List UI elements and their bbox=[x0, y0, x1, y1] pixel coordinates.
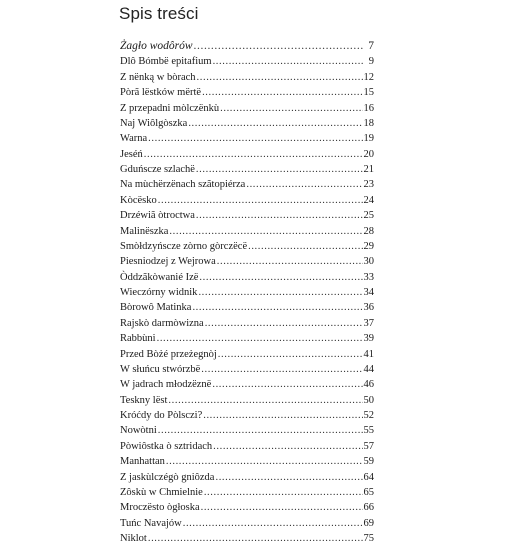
dot-leader bbox=[158, 423, 363, 438]
toc-entry bbox=[120, 177, 374, 192]
toc-entry-title: Z jaskùlczégò gniôzda bbox=[120, 471, 215, 483]
dot-leader bbox=[192, 300, 362, 315]
dot-leader bbox=[220, 101, 362, 116]
toc-entry bbox=[120, 500, 374, 515]
toc-entry-page: 57 bbox=[363, 440, 374, 452]
toc-entry-title: Teskny lëst bbox=[120, 394, 168, 406]
page-title: Spis treści bbox=[119, 4, 199, 23]
toc-entry bbox=[120, 208, 374, 223]
dot-leader bbox=[166, 454, 363, 469]
toc-entry-page: 15 bbox=[363, 87, 374, 99]
toc-entry bbox=[120, 423, 374, 438]
toc-entry bbox=[120, 239, 374, 254]
toc-entry-page: 12 bbox=[363, 71, 374, 83]
toc-entry bbox=[120, 408, 374, 423]
dot-leader bbox=[169, 224, 362, 239]
toc-entry-page: 65 bbox=[363, 486, 374, 498]
toc-entry-page: 21 bbox=[363, 164, 374, 175]
toc-entry-title: Zôskù w Chmielnie bbox=[120, 486, 203, 498]
toc-entry bbox=[120, 393, 374, 408]
dot-leader bbox=[148, 531, 363, 546]
dot-leader bbox=[213, 54, 363, 69]
toc-entry-page: 33 bbox=[363, 271, 374, 283]
table-of-contents bbox=[120, 39, 374, 546]
toc-entry bbox=[120, 162, 374, 177]
toc-entry bbox=[120, 316, 374, 331]
toc-entry-page: 46 bbox=[363, 379, 374, 391]
toc-entry-title: Mroczësto ògłoska bbox=[120, 502, 200, 514]
toc-entry bbox=[120, 131, 374, 146]
toc-entry-title: Piesniodzej z Wejrowa bbox=[120, 256, 216, 268]
toc-entry-title: Tuńc Navajów bbox=[120, 517, 182, 529]
toc-entry-title: Pòwiôstka ò sztridach bbox=[120, 440, 213, 452]
dot-leader bbox=[196, 208, 363, 223]
toc-entry bbox=[120, 454, 374, 469]
toc-entry bbox=[120, 347, 374, 362]
dot-leader bbox=[212, 377, 362, 392]
dot-leader bbox=[188, 116, 362, 131]
toc-entry bbox=[120, 470, 374, 485]
dot-leader bbox=[201, 362, 362, 377]
toc-entry-page: 29 bbox=[363, 240, 374, 252]
toc-entry-title: Smòłdzyńscze zòrno gòrczëcë bbox=[120, 240, 248, 252]
toc-entry-page: 66 bbox=[363, 502, 374, 514]
toc-entry-title: Niklot bbox=[120, 533, 147, 544]
toc-entry-page: 59 bbox=[363, 456, 374, 468]
toc-entry bbox=[120, 531, 374, 546]
toc-entry-title: Malinëszka bbox=[120, 225, 169, 237]
dot-leader bbox=[144, 147, 363, 162]
toc-entry-page: 75 bbox=[363, 533, 374, 544]
toc-entry-page: 37 bbox=[363, 317, 374, 329]
dot-leader bbox=[148, 131, 362, 146]
toc-entry bbox=[120, 224, 374, 239]
toc-entry bbox=[120, 254, 374, 269]
toc-entry-page: 39 bbox=[363, 333, 374, 345]
toc-entry-title: Drzéwiã òtroctwa bbox=[120, 210, 195, 222]
toc-entry-page: 19 bbox=[363, 133, 374, 145]
toc-entry bbox=[120, 516, 374, 531]
dot-leader bbox=[246, 177, 362, 192]
toc-entry-page: 41 bbox=[363, 348, 374, 360]
toc-entry bbox=[120, 147, 374, 162]
toc-entry bbox=[120, 54, 374, 69]
dot-leader bbox=[202, 85, 362, 100]
toc-entry-page: 50 bbox=[363, 394, 374, 406]
toc-entry-page: 44 bbox=[363, 363, 374, 375]
dot-leader bbox=[217, 254, 363, 269]
toc-entry-title: Rajskò darmòwizna bbox=[120, 317, 204, 329]
toc-entry-title: Na mùchërzënach szãtopiérza bbox=[120, 179, 246, 191]
toc-entry-page: 20 bbox=[363, 148, 374, 160]
toc-entry-page: 23 bbox=[363, 179, 374, 191]
dot-leader bbox=[248, 239, 362, 254]
toc-entry-page: 9 bbox=[368, 56, 374, 68]
dot-leader bbox=[201, 500, 363, 515]
toc-entry bbox=[120, 485, 374, 500]
toc-entry-title: Dlô Bómbë epitafium bbox=[120, 56, 212, 68]
toc-entry bbox=[120, 362, 374, 377]
dot-leader bbox=[158, 193, 363, 208]
toc-entry-page: 24 bbox=[363, 194, 374, 206]
toc-entry-page: 25 bbox=[363, 210, 374, 222]
toc-entry-title: Króćdy do Pòlsczi? bbox=[120, 410, 203, 421]
dot-leader bbox=[218, 347, 363, 362]
toc-entry-title: Wieczórny widnik bbox=[120, 287, 198, 298]
toc-entry-title: Naj Wiôlgòszka bbox=[120, 117, 188, 129]
toc-entry-page: 34 bbox=[363, 287, 374, 298]
toc-entry-page: 16 bbox=[363, 102, 374, 114]
dot-leader bbox=[205, 316, 363, 331]
toc-entry bbox=[120, 270, 374, 285]
dot-leader bbox=[194, 39, 363, 54]
toc-entry bbox=[120, 285, 374, 300]
toc-entry-page: 36 bbox=[363, 302, 374, 314]
dot-leader bbox=[196, 162, 363, 177]
toc-entry-page: 64 bbox=[363, 471, 374, 483]
toc-entry-title: Rabbùni bbox=[120, 333, 156, 345]
toc-entry-page: 30 bbox=[363, 256, 374, 268]
toc-entry-title: W słuńcu stwórzbë bbox=[120, 363, 201, 375]
toc-entry bbox=[120, 331, 374, 346]
toc-entry-title: Jeséń bbox=[120, 148, 143, 160]
toc-entry bbox=[120, 300, 374, 315]
toc-entry bbox=[120, 39, 374, 54]
toc-entry bbox=[120, 439, 374, 454]
dot-leader bbox=[203, 408, 362, 423]
dot-leader bbox=[215, 470, 362, 485]
toc-entry-page: 69 bbox=[363, 517, 374, 529]
toc-entry bbox=[120, 101, 374, 116]
toc-entry bbox=[120, 85, 374, 100]
toc-entry-title: Żagło wodôrów bbox=[120, 40, 193, 52]
toc-entry bbox=[120, 377, 374, 392]
toc-entry-title: Manhattan bbox=[120, 456, 165, 468]
toc-entry-title: Przed Bòżé przeżegnòj bbox=[120, 348, 217, 360]
toc-entry-title: Z przepadni mòlczënkù bbox=[120, 102, 220, 114]
toc-entry-page: 55 bbox=[363, 425, 374, 437]
dot-leader bbox=[168, 393, 362, 408]
dot-leader bbox=[157, 331, 363, 346]
toc-entry bbox=[120, 116, 374, 131]
dot-leader bbox=[183, 516, 363, 531]
dot-leader bbox=[199, 270, 362, 285]
toc-entry-page: 52 bbox=[363, 410, 374, 421]
toc-entry-title: Kòcësko bbox=[120, 194, 157, 206]
toc-entry-title: Warna bbox=[120, 133, 148, 145]
toc-entry bbox=[120, 193, 374, 208]
dot-leader bbox=[198, 285, 362, 300]
toc-entry-title: Òddzãkòwanié Izë bbox=[120, 271, 199, 283]
toc-entry-page: 28 bbox=[363, 225, 374, 237]
toc-entry-title: Z nënką w bòrach bbox=[120, 71, 196, 83]
dot-leader bbox=[204, 485, 363, 500]
toc-entry-page: 18 bbox=[363, 117, 374, 129]
toc-entry-page: 7 bbox=[368, 40, 374, 52]
toc-entry-title: W jadrach młodzëznë bbox=[120, 379, 212, 391]
dot-leader bbox=[197, 70, 363, 85]
toc-entry bbox=[120, 70, 374, 85]
dot-leader bbox=[213, 439, 362, 454]
toc-entry-title: Gduńscze szlachë bbox=[120, 164, 195, 175]
toc-entry-title: Pòrã lëstków mërtë bbox=[120, 87, 202, 99]
toc-entry-title: Bòrowô Matinka bbox=[120, 302, 192, 314]
toc-entry-title: Nowòtni bbox=[120, 425, 157, 437]
